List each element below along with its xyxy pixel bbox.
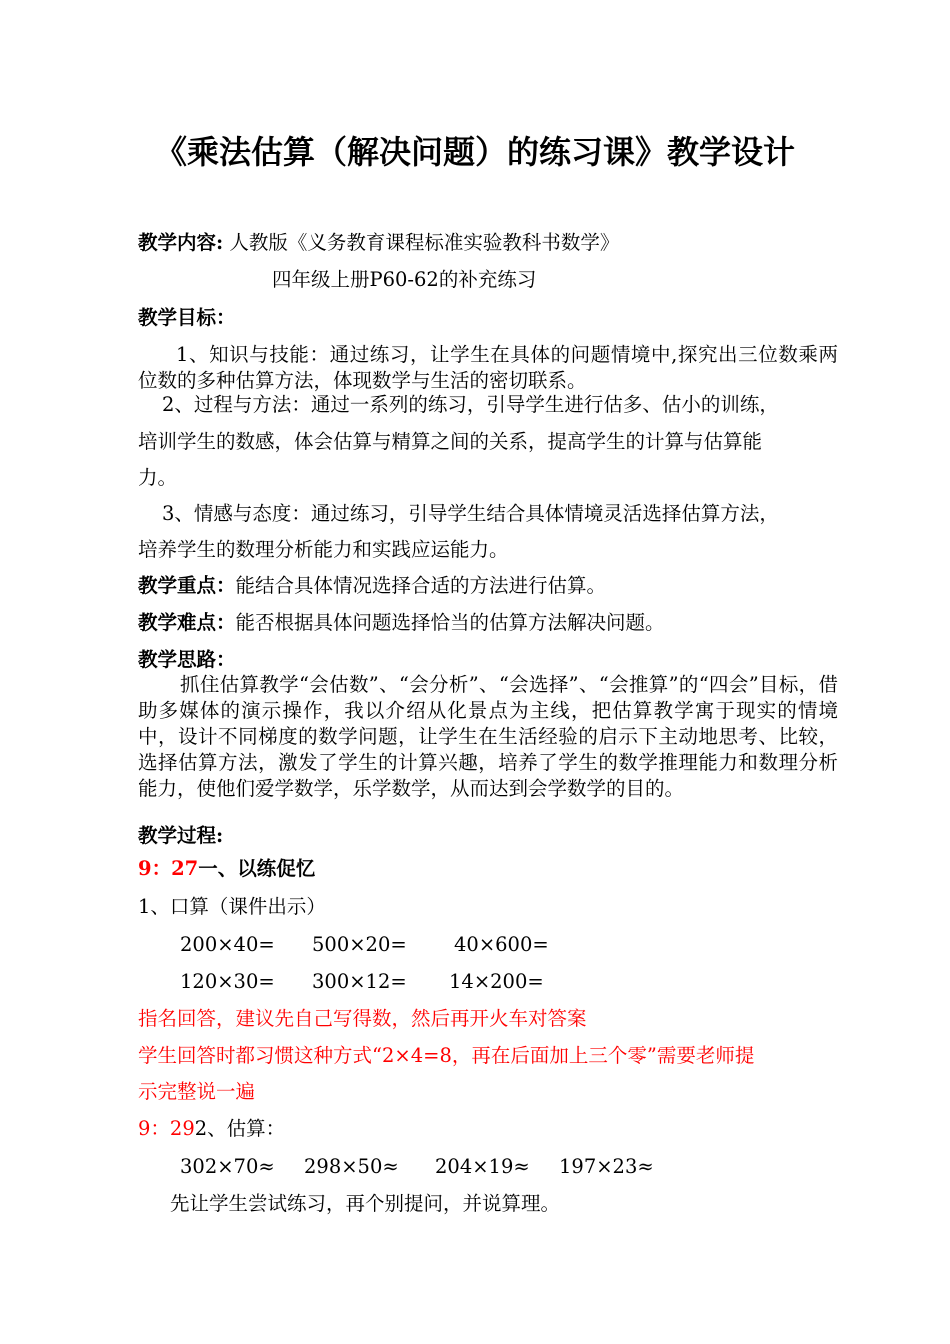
- key-text: 能结合具体情况选择合适的方法进行估算。: [235, 574, 607, 597]
- content-line: [138, 230, 619, 256]
- estimate-note: 先让学生尝试练习，再个别提问，并说算理。: [170, 1192, 561, 1215]
- difficulty-label: 教学难点：: [138, 611, 236, 634]
- oral-title: 1、口算（课件出示）: [138, 895, 326, 918]
- approach-label: 教学思路：: [138, 648, 236, 671]
- oral-item: 300×12=: [312, 970, 407, 993]
- section-1-time: 9：27: [138, 857, 199, 880]
- section-1-title: 一、以练促忆: [198, 857, 316, 880]
- oral-item: 500×20=: [312, 933, 407, 956]
- oral-item: 200×40=: [180, 933, 275, 956]
- difficulty-text: 能否根据具体问题选择恰当的估算方法解决问题。: [235, 611, 665, 634]
- goal-3-line-b: 培养学生的数理分析能力和实践应运能力。: [138, 538, 509, 561]
- estimate-item: 302×70≈: [180, 1155, 275, 1178]
- difficulty-point: [138, 610, 665, 636]
- section-1-heading: [138, 856, 315, 882]
- document-title: 《乘法估算（解决问题）的练习课》教学设计: [154, 133, 795, 171]
- teacher-note-2b: 示完整说一遍: [138, 1080, 256, 1103]
- section-2-title: 2、估算：: [194, 1117, 286, 1140]
- content-line-2: 四年级上册P60-62的补充练习: [272, 268, 537, 291]
- teacher-note-2a: 学生回答时都习惯这种方式“2×4=8，再在后面加上三个零”需要老师提: [138, 1044, 755, 1067]
- key-point: [138, 573, 606, 599]
- goal-2-line-c: 力。: [138, 466, 178, 489]
- content-label: 教学内容:: [138, 231, 224, 254]
- goal-3-line-a: 3、情感与态度：通过练习，引导学生结合具体情境灵活选择估算方法，: [162, 502, 779, 525]
- key-label: 教学重点：: [138, 574, 236, 597]
- estimate-item: 298×50≈: [304, 1155, 399, 1178]
- approach-text: 抓住估算教学“会估数”、“会分析”、“会选择”、“会推算”的“四会”目标，借助多媒体的演示操作，我以介绍从化景点为主线，把估算教学寓于现实的情境中，设计不同梯度的数学问题，让学生在生活经验的启示下主动地思考、比较，选择估算方法，激发了学生的计算兴趣，培养了学生的数学推理能力和数理分析能力，使他们爱学数学，乐学数学，从而达到会学数学的目的。: [138, 673, 838, 800]
- estimate-item: 197×23≈: [559, 1155, 654, 1178]
- oral-item: 120×30=: [180, 970, 275, 993]
- goals-label: 教学目标：: [138, 306, 236, 329]
- process-label: 教学过程:: [138, 824, 224, 847]
- oral-item: 14×200=: [449, 970, 544, 993]
- teacher-note-1: 指名回答，建议先自己写得数，然后再开火车对答案: [138, 1007, 587, 1030]
- goal-1: 1、知识与技能：通过练习，让学生在具体的问题情境中,探究出三位数乘两位数的多种估算方法，体现数学与生活的密切联系。: [138, 343, 838, 392]
- oral-item: 40×600=: [454, 933, 549, 956]
- content-text: 人教版《义务教育课程标准实验教科书数学》: [223, 231, 620, 254]
- section-2-time: 9：29: [138, 1117, 195, 1140]
- section-2-heading: [138, 1116, 285, 1142]
- estimate-item: 204×19≈: [435, 1155, 530, 1178]
- goal-2-line-a: 2、过程与方法：通过一系列的练习，引导学生进行估多、估小的训练，: [162, 393, 779, 416]
- goal-2-line-b: 培训学生的数感，体会估算与精算之间的关系，提高学生的计算与估算能: [138, 430, 763, 453]
